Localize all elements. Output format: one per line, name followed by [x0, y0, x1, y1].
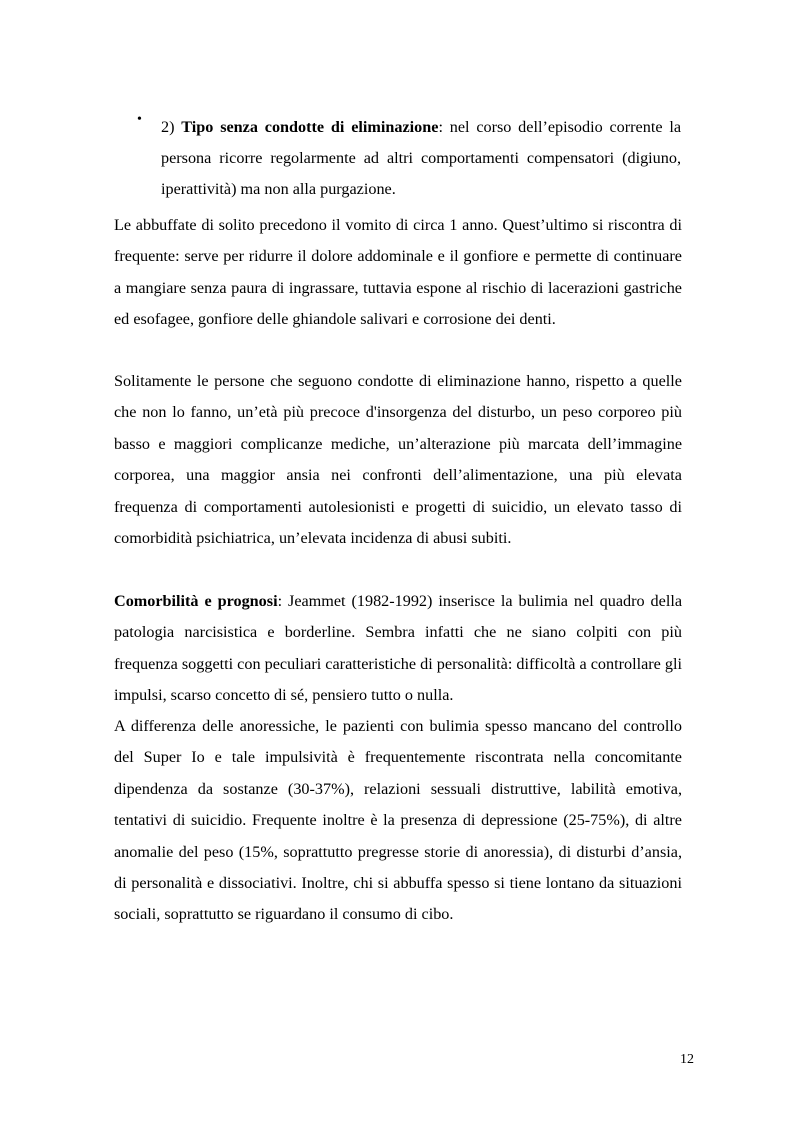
- paragraph-anorexia-difference: [114, 711, 682, 931]
- page-number: 12: [680, 1052, 694, 1067]
- paragraph-text: Le abbuffate di solito precedono il vomito di circa 1 anno. Quest’ultimo si riscontra di frequente: serve per ridurre il dolore addominale e il gonfiore e permette di continuare a mangiare senza paura di ingrassare, tuttavia espone al rischio di lacerazioni gastriche ed esofagee, gonfiore delle ghiandole salivari e corrosione dei denti.: [114, 216, 682, 329]
- paragraph-vomiting: [114, 210, 682, 336]
- bullet-term: Tipo senza condotte di eliminazione: [181, 118, 439, 136]
- bullet-number: 2): [161, 118, 175, 136]
- bullet-marker: •: [137, 112, 142, 127]
- bullet-text: : nel corso dell’episodio corrente la persona ricorre regolarmente ad altri comportamenti compensatori (digiuno, iperattività) ma non alla purgazione.: [161, 118, 682, 198]
- paragraph-elimination-comparison: [114, 366, 682, 554]
- paragraph-text: Solitamente le persone che seguono condotte di eliminazione hanno, rispetto a quelle che non lo fanno, un’età più precoce d'insorgenza del disturbo, un peso corporeo più basso e maggiori complicanze mediche, un’alterazione più marcata dell’immagine corporea, una maggior ansia nei confronti dell’alimentazione, una più elevata frequenza di comportamenti autolesionisti e progetti di suicidio, un elevato tasso di comorbidità psichiatrica, un’elevata incidenza di abusi subiti.: [114, 372, 682, 548]
- paragraph-text: A differenza delle anoressiche, le pazienti con bulimia spesso mancano del controllo del Super Io e tale impulsività è frequentemente riscontrata nella concomitante dipendenza da sostanze (30-37%), relazioni sessuali distruttive, labilità emotiva, tentativi di suicidio. Frequente inoltre è la presenza di depressione (25-75%), di altre anomalie del peso (15%, soprattutto pregresse storie di anoressia), di disturbi d’ansia, di personalità e dissociativi. Inoltre, chi si abbuffa spesso si tiene lontano da situazioni sociali, soprattutto se riguardano il consumo di cibo.: [114, 717, 682, 924]
- bullet-item-type-without-elimination: [161, 112, 681, 205]
- paragraph-comorbidity: [114, 586, 682, 712]
- paragraph-text: [114, 586, 682, 712]
- section-body: : Jeammet (1982-1992) inserisce la bulimia nel quadro della patologia narcisistica e borderline. Sembra infatti che ne siano colpiti con più frequenza soggetti con peculiari caratteristiche di personalità: difficoltà a controllare gli impulsi, scarso concetto di sé, pensiero tutto o nulla.: [114, 592, 682, 705]
- section-term: Comorbilità e prognosi: [114, 592, 278, 610]
